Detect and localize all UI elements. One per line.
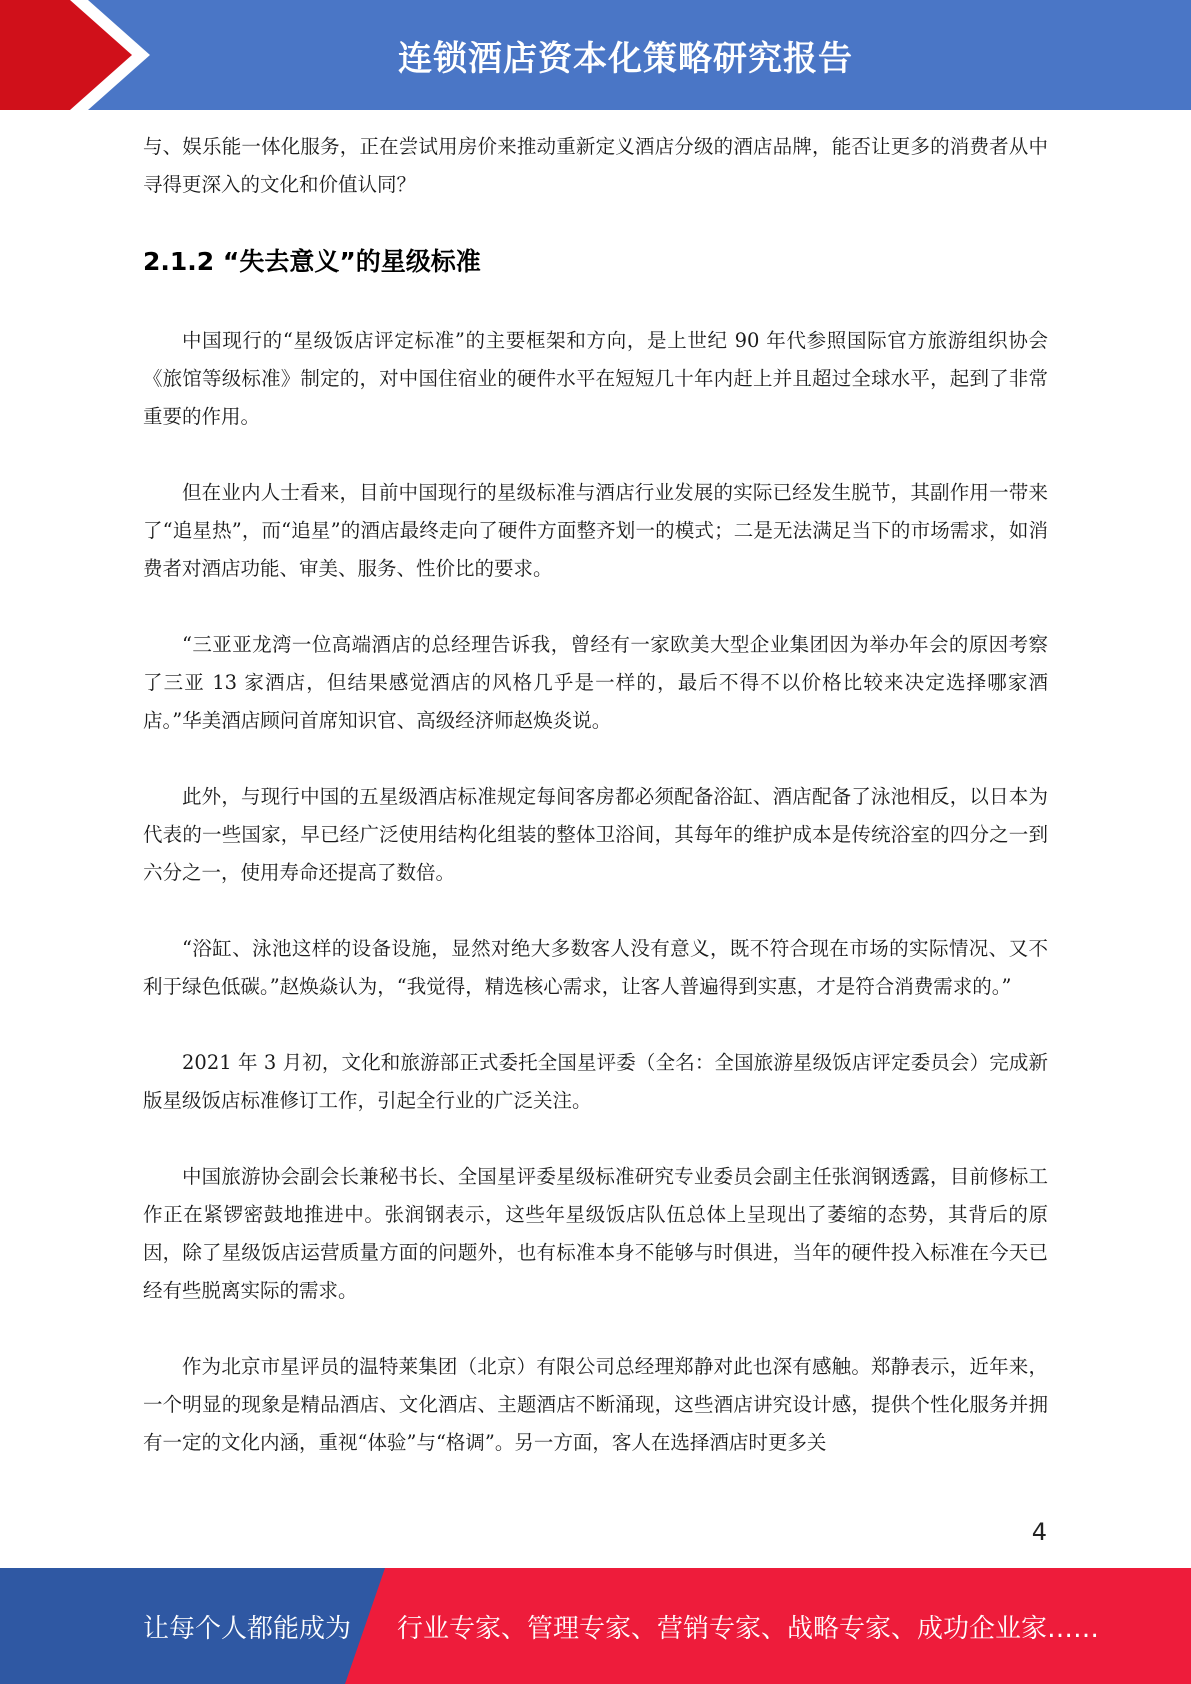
paragraph-3: “三亚亚龙湾一位高端酒店的总经理告诉我，曾经有一家欧美大型企业集团因为举办年会的原因考察了三亚 13 家酒店，但结果感觉酒店的风格几乎是一样的，最后不得不以价格比较来决定选择哪家酒店。”华美酒店顾问首席知识官、高级经济师赵焕炎说。	[143, 633, 1048, 732]
continuation-paragraph: 与、娱乐能一体化服务，正在尝试用房价来推动重新定义酒店分级的酒店品牌，能否让更多的消费者从中寻得更深入的文化和价值认同？	[143, 135, 1048, 196]
page-header	[0, 0, 1191, 110]
footer-slogan-right: 行业专家、管理专家、营销专家、战略专家、成功企业家……	[397, 1613, 1100, 1644]
section-heading: 2.1.2 “失去意义”的星级标准	[143, 247, 481, 276]
paragraph-2: 但在业内人士看来，目前中国现行的星级标准与酒店行业发展的实际已经发生脱节，其副作用一带来了“追星热”，而“追星”的酒店最终走向了硬件方面整齐划一的模式；二是无法满足当下的市场需求，如消费者对酒店功能、审美、服务、性价比的要求。	[143, 481, 1048, 580]
footer-slogan-left: 让每个人都能成为	[143, 1613, 352, 1644]
paragraph-7: 中国旅游协会副会长兼秘书长、全国星评委星级标准研究专业委员会副主任张润钢透露，目前修标工作正在紧锣密鼓地推进中。张润钢表示，这些年星级饭店队伍总体上呈现出了萎缩的态势，其背后的原因，除了星级饭店运营质量方面的问题外，也有标准本身不能够与时俱进，当年的硬件投入标准在今天已经有些脱离实际的需求。	[143, 1165, 1048, 1302]
paragraph-1: 中国现行的“星级饭店评定标准”的主要框架和方向，是上世纪 90 年代参照国际官方旅游组织协会《旅馆等级标准》制定的，对中国住宿业的硬件水平在短短几十年内赶上并且超过全球水平，起到了非常重要的作用。	[143, 329, 1048, 428]
document-body	[143, 128, 1048, 1500]
paragraph-8: 作为北京市星评员的温特莱集团（北京）有限公司总经理郑静对此也深有感触。郑静表示，近年来，一个明显的现象是精品酒店、文化酒店、主题酒店不断涌现，这些酒店讲究设计感，提供个性化服务并拥有一定的文化内涵，重视“体验”与“格调”。另一方面，客人在选择酒店时更多关	[143, 1355, 1048, 1454]
paragraph-5: “浴缸、泳池这样的设备设施，显然对绝大多数客人没有意义，既不符合现在市场的实际情况、又不利于绿色低碳。”赵焕焱认为，“我觉得，精选核心需求，让客人普遍得到实惠，才是符合消费需求的。”	[143, 937, 1048, 998]
page-footer	[0, 1568, 1191, 1684]
header-arrow-decoration	[0, 0, 160, 110]
report-title: 连锁酒店资本化策略研究报告	[398, 38, 853, 79]
paragraph-6: 2021 年 3 月初，文化和旅游部正式委托全国星评委（全名：全国旅游星级饭店评定委员会）完成新版星级饭店标准修订工作，引起全行业的广泛关注。	[143, 1051, 1048, 1112]
paragraph-4: 此外，与现行中国的五星级酒店标准规定每间客房都必须配备浴缸、酒店配备了泳池相反，以日本为代表的一些国家，早已经广泛使用结构化组装的整体卫浴间，其每年的维护成本是传统浴室的四分之一到六分之一，使用寿命还提高了数倍。	[143, 785, 1048, 884]
page-number: 4	[1031, 1518, 1047, 1546]
